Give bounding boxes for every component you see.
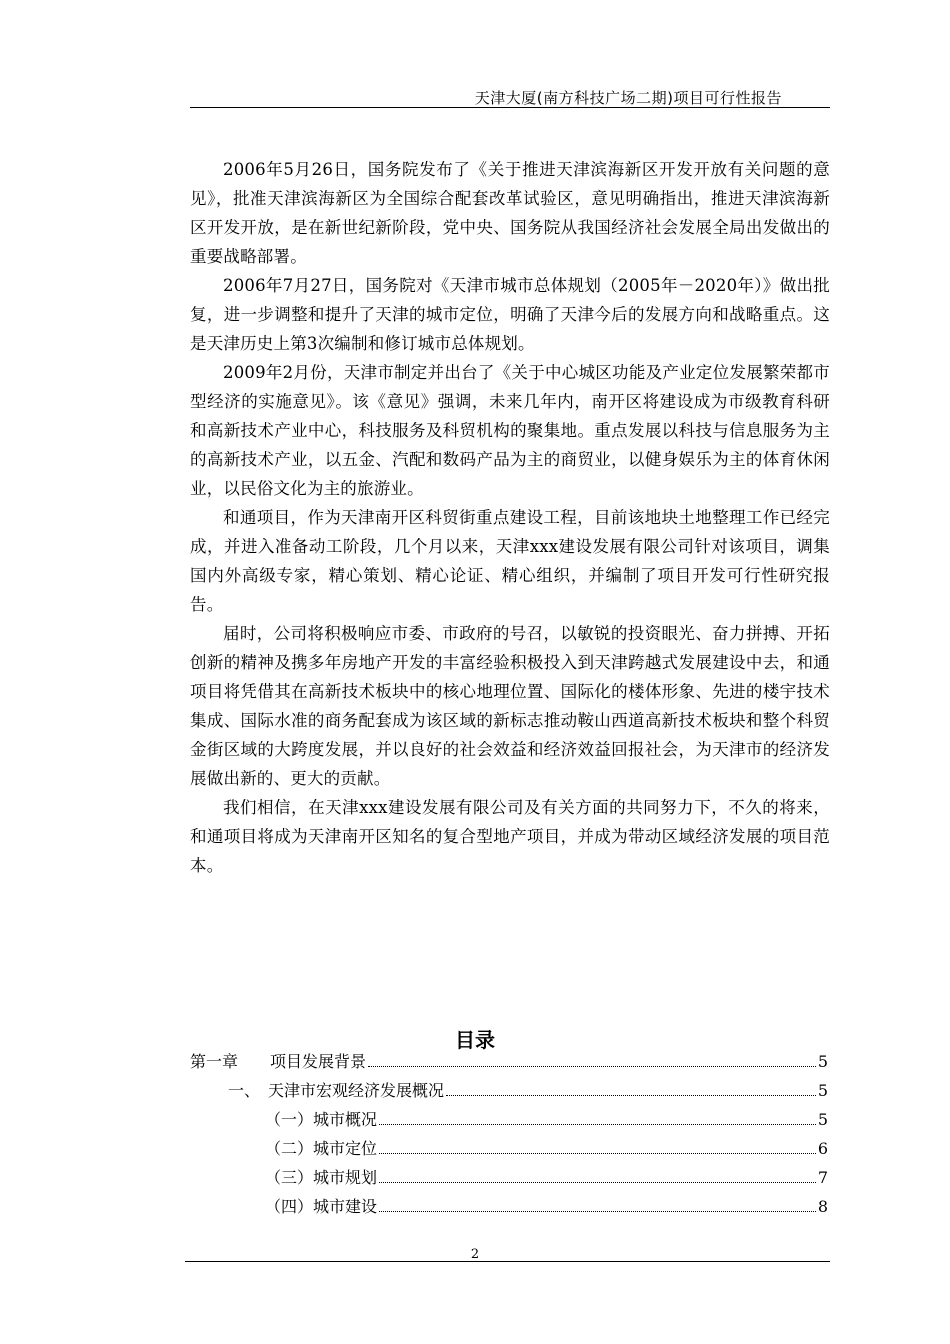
toc-leader (379, 1124, 816, 1125)
toc-entry[interactable] (190, 1049, 828, 1078)
toc-entry-title: 项目发展背景 (270, 1052, 367, 1071)
toc-entry-label (190, 1049, 366, 1072)
toc-entry-title: （四）城市建设 (265, 1197, 378, 1216)
toc-entry[interactable] (190, 1136, 828, 1165)
toc-entry-label (228, 1078, 444, 1101)
toc-page-number: 5 (817, 1052, 828, 1071)
toc-page-number: 6 (817, 1139, 828, 1158)
page-header (190, 85, 830, 108)
toc-page-number: 5 (817, 1081, 828, 1100)
toc-entry[interactable] (190, 1165, 828, 1194)
paragraph: 我们相信，在天津xxx建设发展有限公司及有关方面的共同努力下，不久的将来，和通项目将成为天津南开区知名的复合型地产项目，并成为带动区域经济发展的项目范本。 (190, 798, 830, 875)
toc-entry-title: （三）城市规划 (265, 1168, 378, 1187)
toc-entry-title: 天津市宏观经济发展概况 (268, 1081, 445, 1100)
toc-entry-number: 一、 (228, 1081, 261, 1100)
paragraph: 2009年2月份，天津市制定并出台了《关于中心城区功能及产业定位发展繁荣都市型经济的实施意见》。该《意见》强调，未来几年内，南开区将建设成为市级教育科研和高新技术产业中心，科技服务及科贸机构的聚集地。重点发展以科技与信息服务为主的高新技术产业，以五金、汽配和数码产品为主的商贸业，以健身娱乐为主的体育休闲业，以民俗文化为主的旅游业。 (190, 363, 830, 498)
table-of-contents (190, 1049, 828, 1223)
paragraph: 届时，公司将积极响应市委、市政府的号召，以敏锐的投资眼光、奋力拼搏、开拓创新的精神及携多年房地产开发的丰富经验积极投入到天津跨越式发展建设中去，和通项目将凭借其在高新技术板块中的核心地理位置、国际化的楼体形象、先进的楼宇技术集成、国际水准的商务配套成为该区域的新标志推动鞍山西道高新技术板块和整个科贸金街区域的大跨度发展，并以良好的社会效益和经济效益回报社会，为天津市的经济发展做出新的、更大的贡献。 (190, 624, 830, 788)
toc-title: 目录 (455, 1028, 495, 1052)
toc-leader (446, 1095, 816, 1096)
toc-entry[interactable] (190, 1107, 828, 1136)
paragraph: 和通项目，作为天津南开区科贸街重点建设工程，目前该地块土地整理工作已经完成，并进入准备动工阶段，几个月以来，天津xxx建设发展有限公司针对该项目，调集国内外高级专家，精心策划、精心论证、精心组织，并编制了项目开发可行性研究报告。 (190, 508, 830, 614)
toc-leader (368, 1066, 816, 1067)
toc-leader (379, 1211, 816, 1212)
toc-entry-title: （二）城市定位 (265, 1139, 378, 1158)
toc-leader (379, 1182, 816, 1183)
body-text (190, 155, 830, 880)
footer-divider (185, 1261, 830, 1262)
header-title: 天津大厦(南方科技广场二期)项目可行性报告 (474, 89, 782, 107)
paragraph: 2006年7月27日，国务院对《天津市城市总体规划（2005年－2020年）》做出批复，进一步调整和提升了天津的城市定位，明确了天津今后的发展方向和战略重点。这是天津历史上第3次编制和修订城市总体规划。 (190, 276, 830, 353)
toc-leader (379, 1153, 816, 1154)
toc-entry-number: 第一章 (190, 1052, 239, 1071)
toc-entry-title: （一）城市概况 (265, 1110, 378, 1129)
toc-page-number: 7 (817, 1168, 828, 1187)
toc-entry[interactable] (190, 1194, 828, 1223)
page-number: 2 (470, 1247, 480, 1262)
toc-page-number: 5 (817, 1110, 828, 1129)
toc-entry[interactable] (190, 1078, 828, 1107)
paragraph: 2006年5月26日，国务院发布了《关于推进天津滨海新区开发开放有关问题的意见》，批准天津滨海新区为全国综合配套改革试验区，意见明确指出，推进天津滨海新区开发开放，是在新世纪新阶段，党中央、国务院从我国经济社会发展全局出发做出的重要战略部署。 (190, 160, 830, 266)
toc-page-number: 8 (817, 1197, 828, 1216)
